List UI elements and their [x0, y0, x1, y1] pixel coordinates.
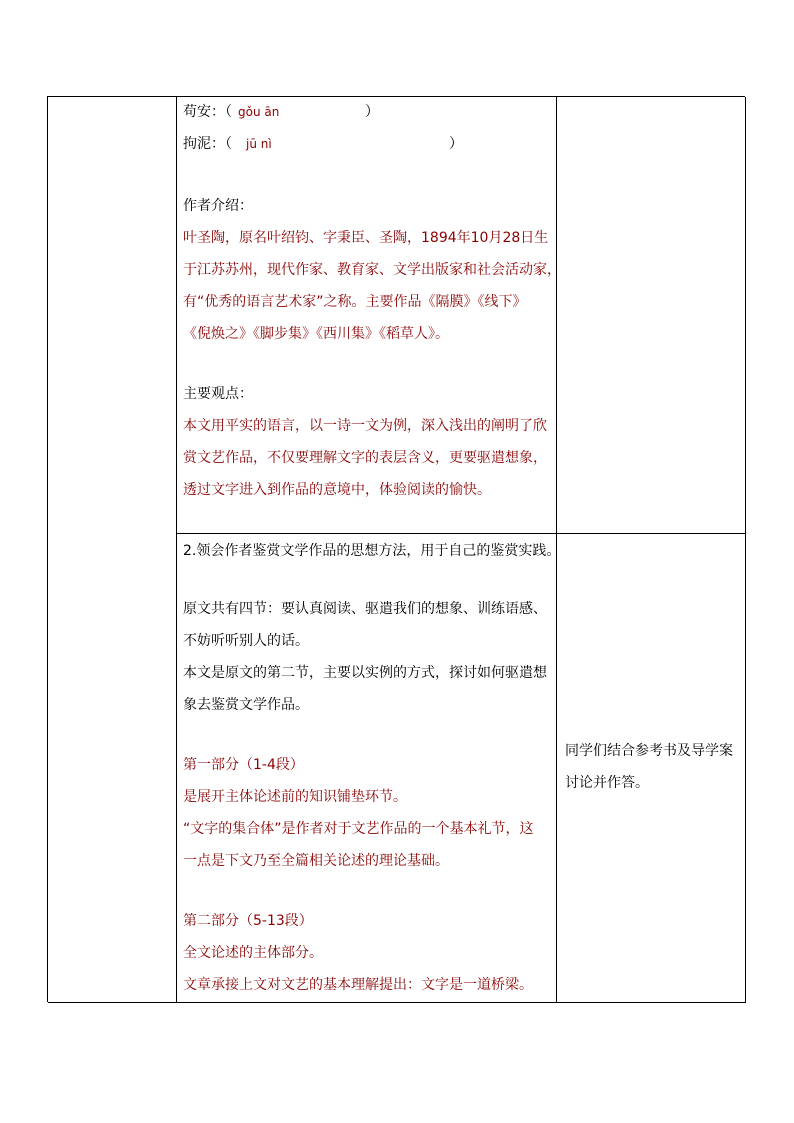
part1-heading: 第一部分（1-4段） — [183, 757, 304, 773]
part2-line: 文章承接上文对文艺的基本理解提出：文字是一道桥梁。 — [183, 977, 533, 993]
part1-line: 是展开主体论述前的知识铺垫环节。 — [183, 789, 407, 805]
part2-line: 全文论述的主体部分。 — [183, 945, 323, 961]
junie-pinyin: jū nì — [246, 137, 272, 151]
lesson-table — [47, 96, 745, 1002]
gouan-close: ） — [365, 104, 379, 120]
this-line: 象去鉴赏文学作品。 — [183, 697, 309, 713]
gouan-line — [183, 103, 279, 121]
author-heading: 作者介绍： — [183, 198, 253, 214]
part2-heading: 第二部分（5-13段） — [183, 913, 313, 929]
junie-line — [183, 135, 272, 153]
side-line: 同学们结合参考书及导学案 — [565, 743, 733, 759]
row1-side-cell — [557, 97, 746, 534]
part1-line: “文字的集合体”是作者对于文艺作品的一个基本礼节，这 — [183, 821, 534, 837]
side-line: 讨论并作答。 — [565, 775, 649, 791]
row2-content-cell — [177, 534, 561, 1003]
junie-close: ） — [449, 136, 463, 152]
gouan-label: 苟安：（ — [183, 104, 232, 120]
gouan-pinyin: gǒu ān — [238, 105, 280, 119]
part1-line: 一点是下文乃至全篇相关论述的理论基础。 — [183, 853, 449, 869]
view-line: 赏文艺作品，不仅要理解文字的表层含义，更要驱遣想象， — [183, 450, 547, 466]
author-line: 有“优秀的语言艺术家”之称。主要作品《隔膜》《线下》 — [183, 294, 527, 310]
goal-line: 2.领会作者鉴赏文学作品的思想方法，用于自己的鉴赏实践。 — [183, 543, 561, 559]
this-line: 本文是原文的第二节，主要以实例的方式，探讨如何驱遣想 — [183, 665, 547, 681]
view-line: 透过文字进入到作品的意境中，体验阅读的愉快。 — [183, 482, 491, 498]
junie-label: 拘泥：（ — [183, 136, 232, 152]
row2-side-cell — [557, 534, 746, 1003]
orig-line: 原文共有四节：要认真阅读、驱遣我们的想象、训练语感、 — [183, 601, 547, 617]
row1-content-cell — [177, 97, 561, 534]
view-heading: 主要观点： — [183, 386, 253, 402]
orig-line: 不妨听听别人的话。 — [183, 633, 309, 649]
author-line: 叶圣陶，原名叶绍钧、字秉臣、圣陶，1894年10月28日生 — [183, 230, 549, 246]
left-column-cell — [48, 97, 177, 1003]
author-line: 《倪焕之》《脚步集》《西川集》《稻草人》。 — [183, 326, 449, 342]
view-line: 本文用平实的语言，以一诗一文为例，深入浅出的阐明了欣 — [183, 418, 547, 434]
author-line: 于江苏苏州，现代作家、教育家、文学出版家和社会活动家， — [183, 262, 561, 278]
